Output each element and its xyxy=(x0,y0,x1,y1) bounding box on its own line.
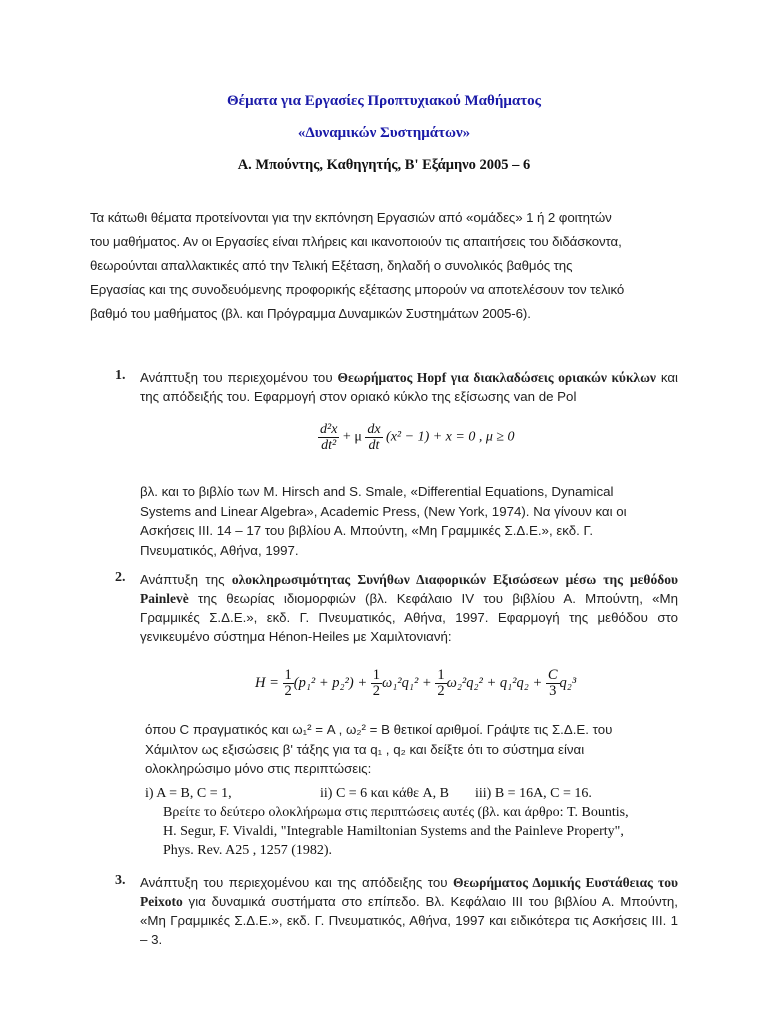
topic-2-details: όπου C πραγματικός και ω₁² = A , ω₂² = B θετικοί αριθμοί. Γράψτε τις Σ.Δ.Ε. του Χάμιλτον ως εξισώσεις β' τάξης για τα q₁ , q₂ και δείξτε ότι το σύστημα είναι ολοκληρώσιμο μόνο στις περιπτώσεις: xyxy=(145,722,613,776)
topic-keyword: Θεωρήματος Δομικής Ευστάθειας του Peixoto xyxy=(140,875,678,909)
intro-line: Εργασίας και της συνοδευόμενης προφορικής εξέτασης μπορούν να αποτελέσουν τον τελικό xyxy=(90,282,625,297)
intro-line: θεωρούνται απαλλακτικές από την Τελική Εξέταση, δηλαδή ο συνολικός βαθμός της xyxy=(90,258,573,273)
topic-text: Ανάπτυξη του περιεχομένου και της απόδειξης του Θεωρήματος Δομικής Ευστάθειας του Peixoto για δυναμικά συστήματα στο επίπεδο. Βλ. Κεφάλαιο ΙΙΙ του βιβλίου Α. Μπούντη, «Μη Γραμμικές Σ.Δ.Ε.», εκδ. Γ. Πνευματικός, Αθήνα, 1997 και ειδικότερα τις Ασκήσεις ΙΙΙ. 1 – 3. xyxy=(140,875,678,947)
document-title: Θέματα για Εργασίες Προπτυχιακού Μαθήματος xyxy=(227,93,541,109)
topic-keyword: Θεωρήματος Hopf για διακλαδώσεις οριακών κύκλων xyxy=(337,370,656,385)
henon-heiles-hamiltonian: H = $\frac{1}{2}$ (p₁² + p₂²) + $\frac{1}{2}$ ω₁²q₁² + $\frac{1}{2}$ ω₂²q₂² + q₁²q₂ + $\frac{C}{3}$ q₂³ xyxy=(255,667,577,699)
topic-keyword: ολοκληρωσιμότητας Συνήθων Διαφορικών Εξισώσεων μέσω της μεθόδου Painlevè xyxy=(140,572,678,606)
van-der-pol-equation: $\frac{\text{d²x}}{\text{dt²}}$ + μ $\frac{dx}{dt}$ (x² − 1) + x = 0 , μ ≥ 0 xyxy=(320,422,515,453)
author-line: Α. Μπούντης, Καθηγητής, Β' Εξάμηνο 2005 – 6 xyxy=(237,157,531,173)
topic-1-reference: βλ. και το βιβλίο των M. Hirsch and S. Smale, «Differential Equations, Dynamical Systems and Linear Algebra», Academic Press, (New York, 1974). Να γίνουν και οι Ασκήσεις ΙΙΙ. 14 – 17 του βιβλίου Α. Μπούντη, «Μη Γραμμικές Σ.Δ.Ε.», εκδ. Γ. Πνευματικός, Αθήνα, 1997. xyxy=(140,484,627,558)
intro-line: Τα κάτωθι θέματα προτείνονται για την εκπόνηση Εργασιών από «ομάδες» 1 ή 2 φοιτητών xyxy=(90,210,612,225)
intro-line: βαθμό του μαθήματος (βλ. και Πρόγραμμα Δυναμικών Συστημάτων 2005-6). xyxy=(90,306,531,321)
case-ii: ii) C = 6 και κάθε A, B xyxy=(320,786,450,801)
topic-text: Ανάπτυξη της ολοκληρωσιμότητας Συνήθων Διαφορικών Εξισώσεων μέσω της μεθόδου Painlevè της θεωρίας ιδιομορφιών (βλ. Κεφάλαιο IV του βιβλίου Α. Μπούντη, «Μη Γραμμικές Σ.Δ.Ε.», εκδ. Γ. Πνευματικός, Αθήνα, 1997. Εφαρμογή της μεθόδου στο γενικευμένο σύστημα Hénon-Heiles με Χαμιλτονιανή: xyxy=(140,572,678,644)
intro-paragraph xyxy=(90,206,678,326)
document-subtitle: «Δυναμικών Συστημάτων» xyxy=(297,125,471,141)
topic-text: Ανάπτυξη του περιεχομένου του Θεωρήματος Hopf για διακλαδώσεις οριακών κύκλων και της απόδειξής του. Εφαρμογή στον οριακό κύκλο της εξίσωσης van de Pol xyxy=(140,370,678,404)
intro-line: του μαθήματος. Αν οι Εργασίες είναι πλήρεις και ικανοποιούν τις απαιτήσεις του διδάσκοντα, xyxy=(90,234,622,249)
topic-2-reference: Βρείτε το δεύτερο ολοκλήρωμα στις περιπτώσεις αυτές (βλ. και άρθρο: T. Bountis, H. Segur, F. Vivaldi, "Integrable Hamiltonian Systems and the Painleve Property", Phys. Rev. A25 , 1257 (1982). xyxy=(163,805,629,858)
case-iii: iii) B = 16A, C = 16. xyxy=(475,786,592,801)
case-i: i) A = B, C = 1, xyxy=(145,786,232,801)
topic-number: 3. xyxy=(115,873,126,888)
topic-number: 1. xyxy=(115,368,126,383)
topic-number: 2. xyxy=(115,570,126,585)
